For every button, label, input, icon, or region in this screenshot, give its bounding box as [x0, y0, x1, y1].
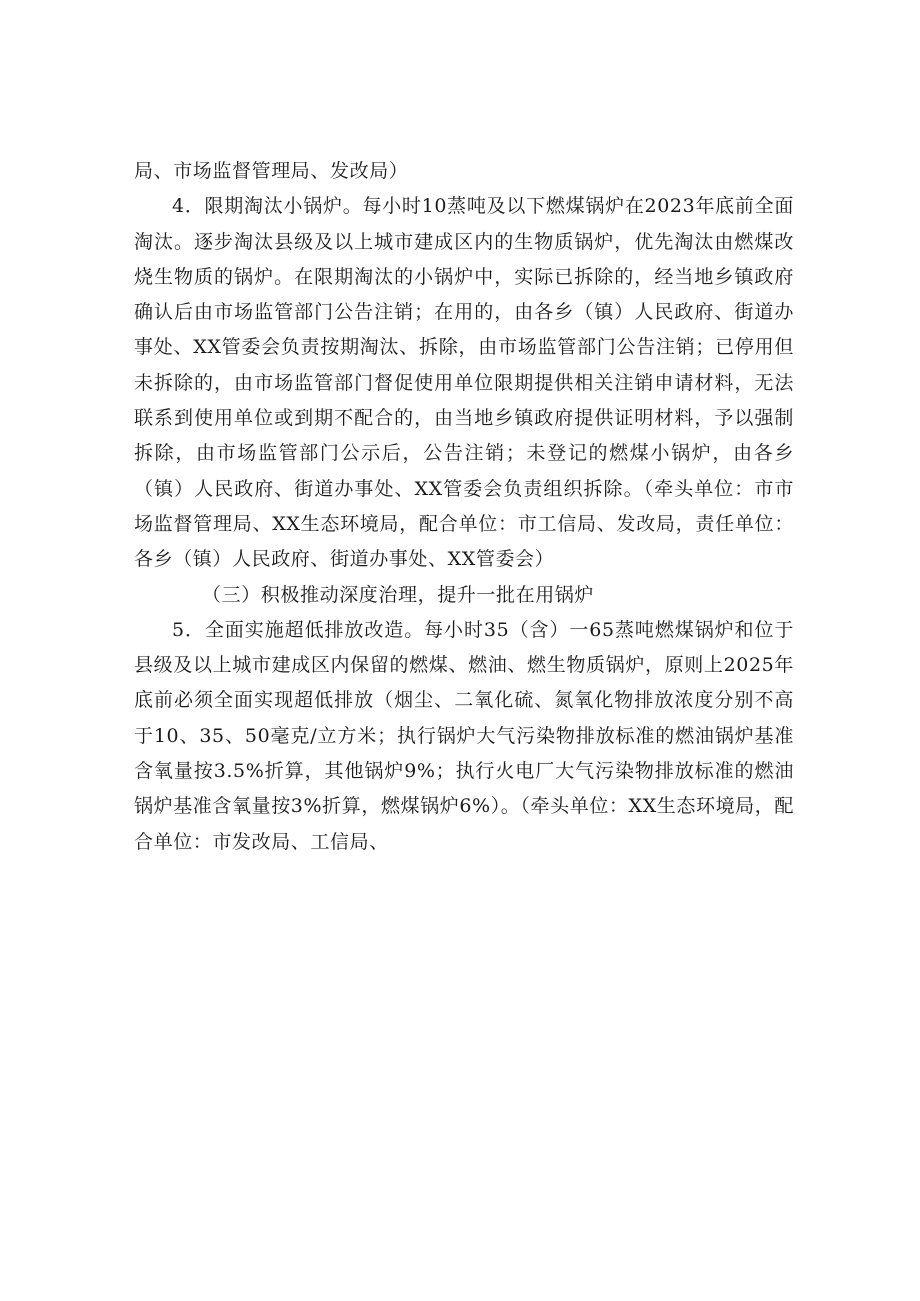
- item-5-paragraph: 5．全面实施超低排放改造。每小时35（含）一65蒸吨燃煤锅炉和位于县级及以上城市建成区内保留的燃煤、燃油、燃生物质锅炉，原则上2025年底前必须全面实现超低排放（烟尘、二氧化硫、氮氧化物排放浓度分别不高于10、35、50毫克/立方米；执行锅炉大气污染物排放标准的燃油锅炉基准含氧量按3.5%折算，其他锅炉9%；执行火电厂大气污染物排放标准的燃油锅炉基准含氧量按3%折算，燃煤锅炉6%）。（牵头单位：XX生态环境局，配合单位：市发改局、工信局、: [134, 618, 794, 853]
- section-3-heading: （三）积极推动深度治理，提升一批在用锅炉: [202, 583, 595, 606]
- document-body: [134, 154, 794, 860]
- continuation-paragraph: 局、市场监督管理局、发改局）: [134, 160, 409, 182]
- item-4-paragraph: 4．限期淘汰小锅炉。每小时10蒸吨及以下燃煤锅炉在2023年底前全面淘汰。逐步淘汰县级及以上城市建成区内的生物质锅炉，优先淘汰由燃煤改烧生物质的锅炉。在限期淘汰的小锅炉中，实际已拆除的，经当地乡镇政府确认后由市场监管部门公告注销；在用的，由各乡（镇）人民政府、街道办事处、XX管委会负责按期淘汰、拆除，由市场监管部门公告注销；已停用但未拆除的，由市场监管部门督促使用单位限期提供相关注销申请材料，无法联系到使用单位或到期不配合的，由当地乡镇政府提供证明材料，予以强制拆除，由市场监管部门公示后，公告注销；未登记的燃煤小锅炉，由各乡（镇）人民政府、街道办事处、XX管委会负责组织拆除。（牵头单位：市市场监督管理局、XX生态环境局，配合单位：市工信局、发改局，责任单位：各乡（镇）人民政府、街道办事处、XX管委会）: [134, 195, 794, 571]
